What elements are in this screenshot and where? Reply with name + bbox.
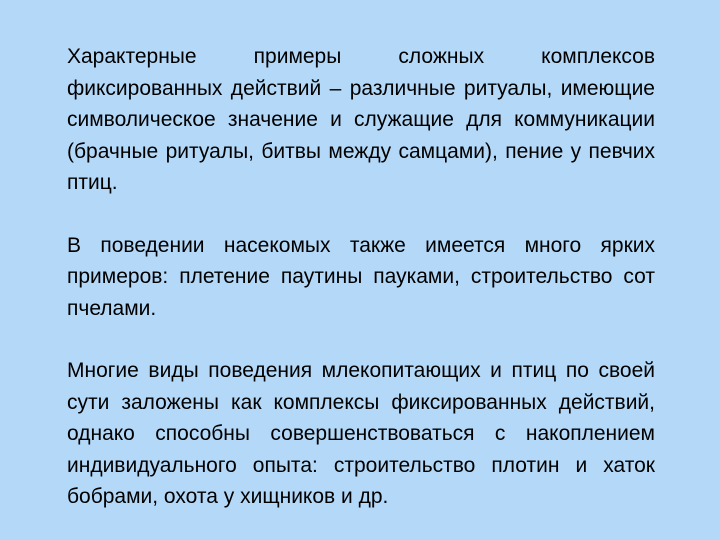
paragraph-insect-behavior: В поведении насекомых также имеется много ярких примеров: плетение паутины пауками, строительство сот пчелами. <box>67 233 655 320</box>
slide-body <box>67 41 655 513</box>
paragraph-mammal-bird-behavior: Многие виды поведения млекопитающих и птиц по своей сути заложены как комплексы фиксированных действий, однако способны совершенствоваться с накоплением индивидуального опыта: строительство плотин и хаток бобрами, охота у хищников и др. <box>67 359 655 508</box>
paragraph-fixed-action-patterns: Характерные примеры сложных комплексов фиксированных действий – различные ритуалы, имеющие символическое значение и служащие для коммуникации (брачные ритуалы, битвы между самцами), пение у певчих птиц. <box>67 45 655 194</box>
